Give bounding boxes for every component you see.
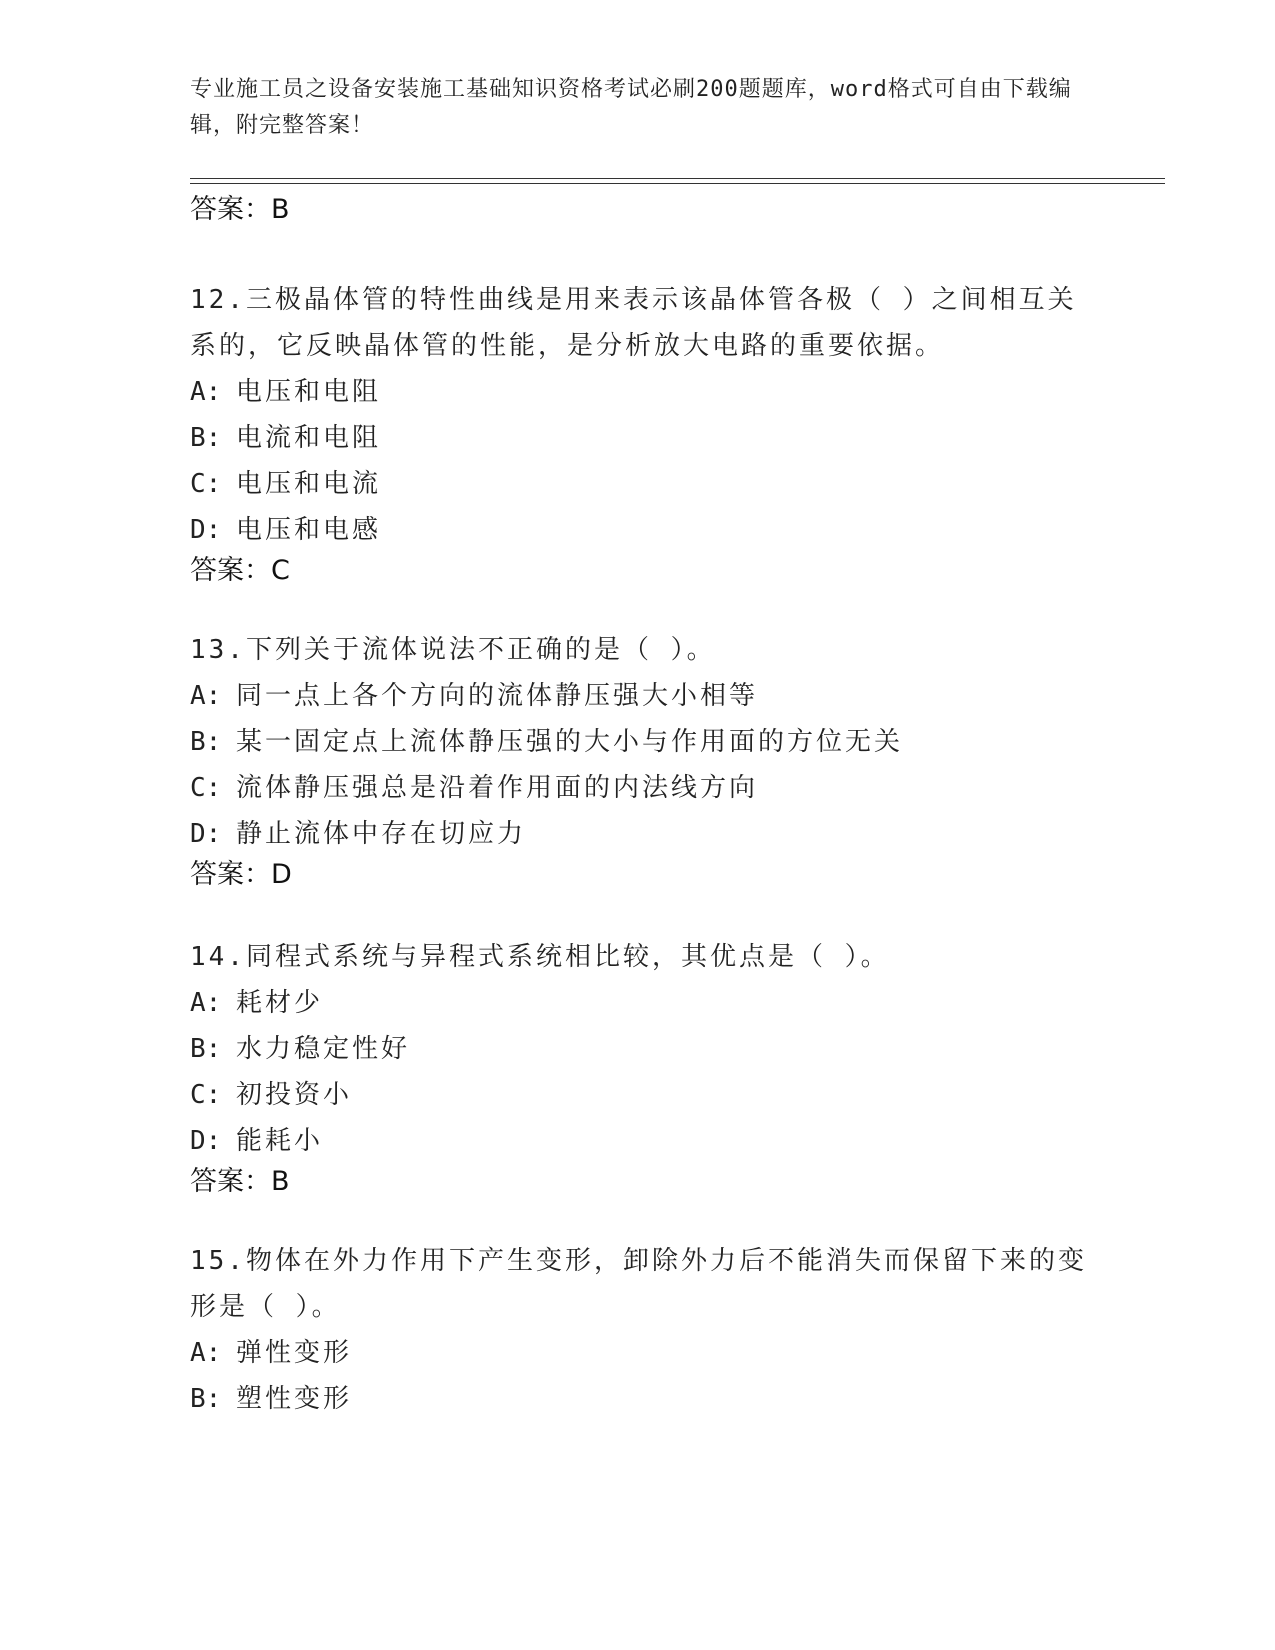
- option-letter: B:: [190, 1034, 222, 1064]
- option-c: [190, 461, 1090, 507]
- option-text: 耗材少: [236, 988, 324, 1018]
- option-d: [190, 507, 1090, 553]
- document-header: [190, 72, 1090, 144]
- header-divider-bottom: [190, 183, 1165, 184]
- option-a: [190, 980, 1090, 1026]
- option-letter: A:: [190, 681, 222, 711]
- question-stem: 15.物体在外力作用下产生变形，卸除外力后不能消失而保留下来的变形是（ ）。: [190, 1246, 1087, 1322]
- option-text: 电流和电阻: [236, 423, 382, 453]
- option-text: 塑性变形: [236, 1384, 353, 1414]
- option-letter: A:: [190, 377, 222, 407]
- option-b: [190, 1026, 1090, 1072]
- option-b: [190, 719, 1090, 765]
- option-letter: D:: [190, 819, 222, 849]
- option-letter: D:: [190, 515, 222, 545]
- option-b: [190, 415, 1090, 461]
- option-letter: B:: [190, 727, 222, 757]
- question-15: [190, 1238, 1090, 1422]
- question-stem: 12.三极晶体管的特性曲线是用来表示该晶体管各极（ ）之间相互关系的，它反映晶体管的性能，是分析放大电路的重要依据。: [190, 285, 1077, 361]
- option-letter: C:: [190, 773, 222, 803]
- question-14: [190, 934, 1090, 1210]
- question-stem: 13.下列关于流体说法不正确的是（ ）。: [190, 635, 716, 665]
- option-text: 电压和电流: [236, 469, 382, 499]
- option-letter: C:: [190, 469, 222, 499]
- option-a: [190, 1330, 1090, 1376]
- previous-answer-block: [190, 192, 1090, 238]
- option-letter: B:: [190, 1384, 222, 1414]
- header-divider-top: [190, 178, 1165, 179]
- option-letter: B:: [190, 423, 222, 453]
- option-d: [190, 1118, 1090, 1164]
- option-c: [190, 765, 1090, 811]
- option-b: [190, 1376, 1090, 1422]
- option-text: 同一点上各个方向的流体静压强大小相等: [236, 681, 759, 711]
- header-title: 专业施工员之设备安装施工基础知识资格考试必刷200题题库，word格式可自由下载编辑，附完整答案！: [190, 77, 1072, 138]
- question-stem: 14.同程式系统与异程式系统相比较，其优点是（ ）。: [190, 942, 890, 972]
- previous-answer: 答案：B: [190, 194, 290, 225]
- option-text: 初投资小: [236, 1080, 353, 1110]
- option-d: [190, 811, 1090, 857]
- question-12: [190, 277, 1090, 599]
- question-13: [190, 627, 1090, 903]
- option-a: [190, 369, 1090, 415]
- option-text: 能耗小: [236, 1126, 324, 1156]
- option-text: 电压和电阻: [236, 377, 382, 407]
- answer: 答案：D: [190, 859, 292, 890]
- answer: 答案：C: [190, 555, 290, 586]
- option-a: [190, 673, 1090, 719]
- option-letter: A:: [190, 988, 222, 1018]
- option-text: 弹性变形: [236, 1338, 353, 1368]
- option-text: 电压和电感: [236, 515, 382, 545]
- answer: 答案：B: [190, 1166, 290, 1197]
- option-letter: C:: [190, 1080, 222, 1110]
- option-text: 静止流体中存在切应力: [236, 819, 527, 849]
- option-letter: A:: [190, 1338, 222, 1368]
- option-c: [190, 1072, 1090, 1118]
- option-text: 水力稳定性好: [236, 1034, 411, 1064]
- option-text: 流体静压强总是沿着作用面的内法线方向: [236, 773, 759, 803]
- option-text: 某一固定点上流体静压强的大小与作用面的方位无关: [236, 727, 904, 757]
- option-letter: D:: [190, 1126, 222, 1156]
